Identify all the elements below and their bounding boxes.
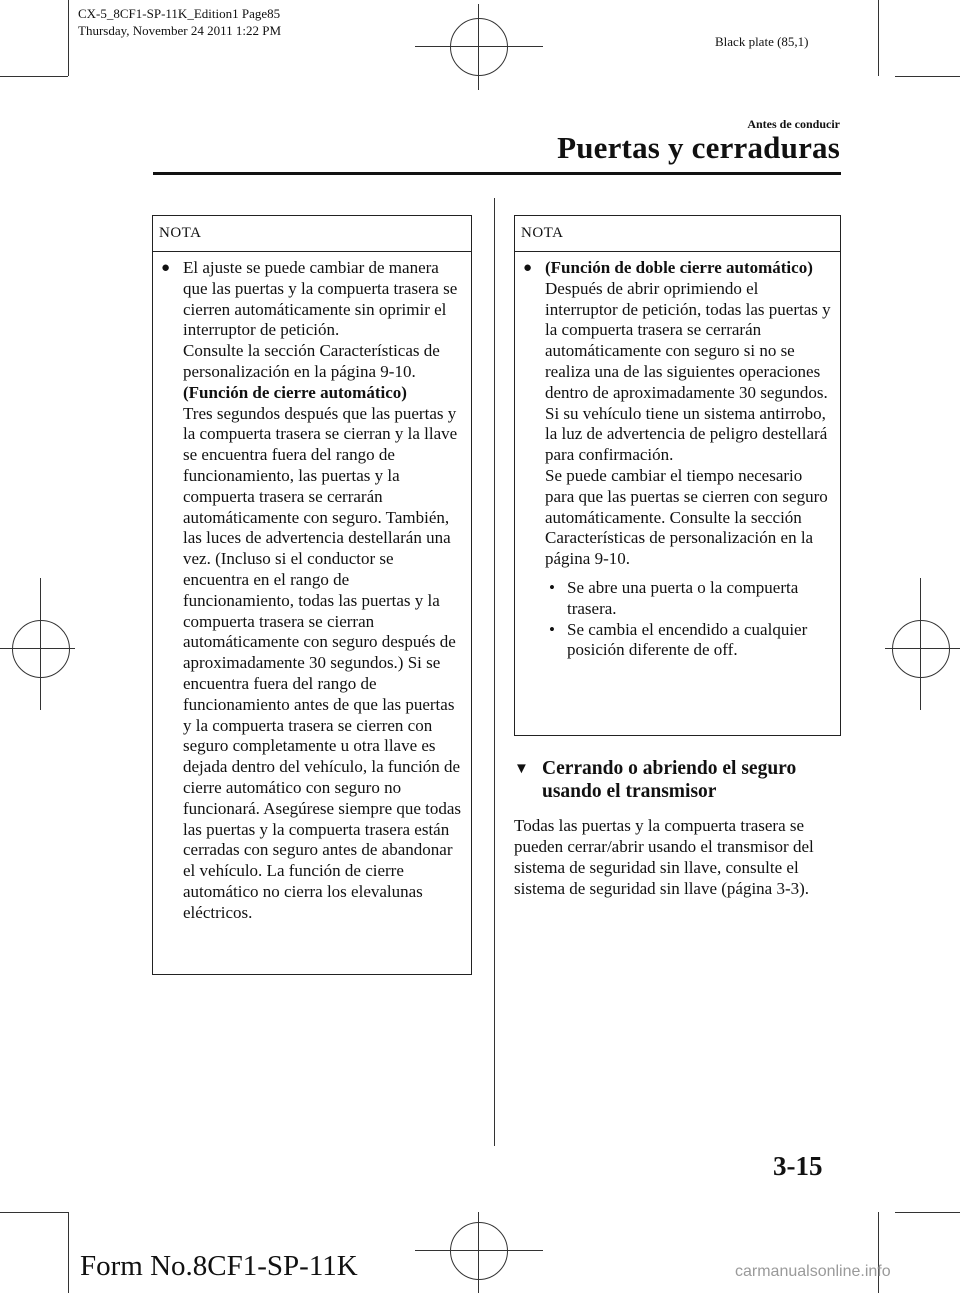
note-label: NOTA bbox=[153, 216, 471, 252]
bullet-icon: ● bbox=[523, 260, 533, 276]
plate-label: Black plate (85,1) bbox=[715, 34, 809, 49]
sub-list-item bbox=[545, 620, 832, 662]
registration-circle-left bbox=[12, 620, 70, 678]
sub-list-text: Se abre una puerta o la compuerta trasera. bbox=[567, 577, 799, 618]
crop-mark bbox=[895, 1212, 960, 1213]
print-meta bbox=[78, 5, 281, 39]
crop-mark bbox=[878, 0, 879, 76]
note-box-right bbox=[514, 215, 841, 736]
sub-bullet-icon: • bbox=[549, 577, 555, 597]
note-subheading: (Función de cierre automático) bbox=[183, 382, 407, 402]
note-reference: Consulte la sección Características de personalización en la página 9-10. bbox=[183, 341, 440, 381]
bullet-icon: ● bbox=[161, 260, 171, 276]
note-intro: El ajuste se puede cambiar de manera que las puertas y la compuerta trasera se cierren automáticamente sin oprimir el interruptor de petición. bbox=[183, 258, 458, 340]
registration-circle-bottom bbox=[450, 1222, 508, 1280]
note-body bbox=[515, 252, 840, 667]
triangle-down-icon: ▼ bbox=[514, 761, 529, 777]
crop-mark bbox=[895, 76, 960, 77]
crop-mark bbox=[68, 0, 69, 76]
registration-line bbox=[40, 578, 41, 710]
registration-circle-top bbox=[450, 18, 508, 76]
crop-mark bbox=[0, 76, 68, 77]
registration-line bbox=[478, 1212, 479, 1293]
form-number: Form No.8CF1-SP-11K bbox=[80, 1250, 358, 1282]
crop-mark bbox=[0, 1212, 68, 1213]
crop-mark bbox=[68, 1212, 69, 1293]
registration-line bbox=[920, 578, 921, 710]
section-label: Antes de conducir bbox=[747, 117, 840, 131]
registration-line bbox=[415, 1250, 543, 1251]
note-label: NOTA bbox=[515, 216, 840, 252]
sub-bullet-icon: • bbox=[549, 619, 555, 639]
note-paragraph: Después de abrir oprimiendo el interruptor de petición, todas las puertas y la compuerta trasera se cerrarán automáticamente con seguro si no se realiza una de las siguientes operaciones dentro de aproximadamente 30 segundos. Si su vehículo tiene un sistema antirrobo, la luz de advertencia de peligro destellará para confirmación. bbox=[545, 278, 831, 465]
note-paragraph: Tres segundos después que las puertas y la compuerta trasera se cierran y la llave se encuentra fuera del rango de funcionamiento, las puertas y la compuerta trasera se cerrarán automáticamente con seguro. También, las luces de advertencia destellarán una vez. (Incluso si el conductor se encuentra en el rango de funcionamiento, todas las puertas y la compuerta trasera se cierran automáticamente con seguro después de aproximadamente 30 segundos.) Si se encuentra fuera del rango de funcionamiento antes de que las puertas y la compuerta trasera se cierren con seguro completamente u otra llave es dejada dentro del vehículo, la función de cierre automático con seguro no funcionará. Asegúrese siempre que todas las puertas y la compuerta trasera están cerradas con seguro antes de abandonar el vehículo. La función de cierre automático no cierra los elevalunas eléctricos. bbox=[183, 403, 462, 922]
section-heading bbox=[514, 757, 839, 803]
watermark-text: carmanualsonline.info bbox=[735, 1263, 891, 1280]
section-paragraph: Todas las puertas y la compuerta trasera se pueden cerrar/abrir usando el transmisor del sistema de seguridad sin llave, consulte el sistema de seguridad sin llave (página 3-3). bbox=[514, 816, 814, 898]
sub-list-item bbox=[545, 578, 832, 620]
page-number: 3-15 bbox=[773, 1151, 823, 1181]
note-box-left bbox=[152, 215, 472, 975]
note-body bbox=[153, 252, 471, 930]
print-file-line: CX-5_8CF1-SP-11K_Edition1 Page85 bbox=[78, 6, 281, 21]
registration-line bbox=[478, 4, 479, 90]
column-divider bbox=[494, 198, 495, 1146]
page-title: Puertas y cerraduras bbox=[557, 130, 840, 165]
print-date-line: Thursday, November 24 2011 1:22 PM bbox=[78, 23, 282, 38]
sub-list-text: Se cambia el encendido a cualquier posición diferente de off. bbox=[567, 619, 808, 660]
section-heading-text: Cerrando o abriendo el seguro usando el transmisor bbox=[542, 758, 797, 802]
note-paragraph-2: Se puede cambiar el tiempo necesario para que las puertas se cierren con seguro automáticamente. Consulte la sección Características de personalización en la página 9-10. bbox=[545, 465, 828, 569]
registration-circle-right bbox=[892, 620, 950, 678]
note-subheading: (Función de doble cierre automático) bbox=[545, 258, 813, 277]
registration-line bbox=[415, 46, 543, 47]
title-rule bbox=[153, 172, 841, 175]
registration-line bbox=[885, 648, 960, 649]
registration-line bbox=[0, 648, 75, 649]
